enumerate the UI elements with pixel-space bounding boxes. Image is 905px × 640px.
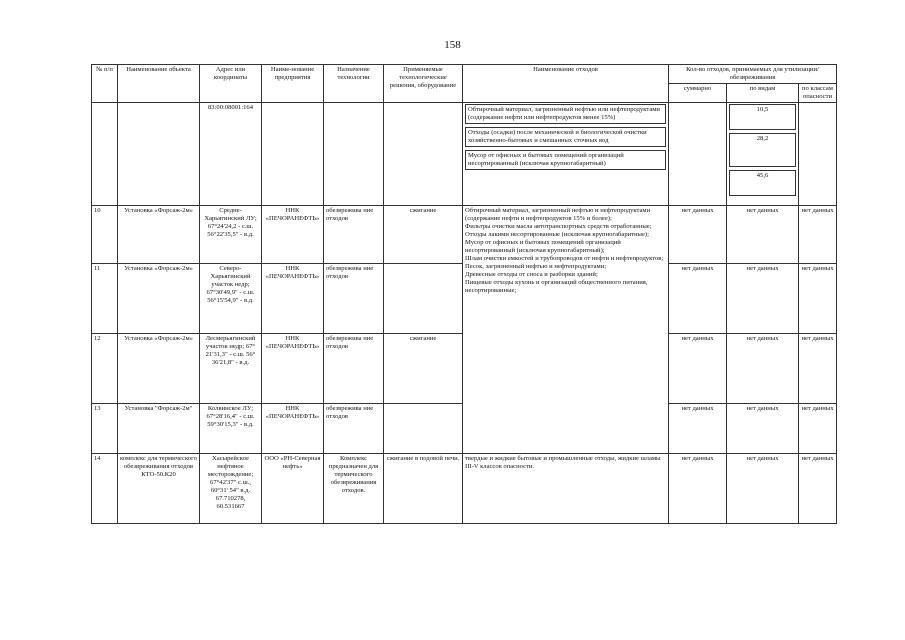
by-type-cell: нет данных: [727, 206, 799, 264]
header-waste: Наименование отходов: [463, 65, 669, 103]
object-cell: Установка «Форсаж-2м»: [118, 206, 200, 264]
tech-cell: [384, 404, 463, 454]
total-cell: нет данных: [669, 206, 727, 264]
total-cell: нет данных: [669, 404, 727, 454]
tech-cell: сжигание: [384, 334, 463, 404]
waste-value: 45,6: [729, 170, 796, 196]
by-class-cell: нет данных: [799, 454, 837, 524]
table-row: [92, 454, 837, 524]
row-num: 12: [92, 334, 118, 404]
waste-item: Мусор от офисных и бытовых помещений организаций несортированный (исключая крупногабаритный): [465, 150, 666, 170]
row-num: 14: [92, 454, 118, 524]
purpose-cell: обезврежива ние отходов: [324, 264, 384, 334]
company-cell: ННК «ПЕЧОРАНЕФТЬ»: [262, 264, 324, 334]
purpose-cell: Комплекс предназначен для термического обезвреживания отходов.: [324, 454, 384, 524]
object-cell: Установка «Форсаж-2м»: [118, 264, 200, 334]
header-address: Адрес или координаты: [200, 65, 262, 103]
header-purpose: Назначение технологии: [324, 65, 384, 103]
table-row: [92, 103, 837, 206]
header-tech: Применяемые технологические решения, оборудование: [384, 65, 463, 103]
waste-item: Отходы лакими несортированные (исключая крупногабаритные);: [465, 231, 649, 238]
by-class-cell: нет данных: [799, 206, 837, 264]
total-cell: нет данных: [669, 334, 727, 404]
waste-item: Песок, загрязненный нефтью и нефтепродуктами;: [465, 263, 607, 270]
tech-cell: [384, 264, 463, 334]
waste-item: Шлам очистки емкостей и трубопроводов от нефти и нефтепродуктов;: [465, 255, 664, 262]
waste-item: Пищевые отходы кухонь и организаций общественного питания, несортированные;: [465, 279, 648, 294]
waste-value: 28,2: [729, 133, 796, 167]
waste-facilities-table: [91, 64, 837, 524]
address-cell: Лесмерьягинский участок недр; 67° 21'31,3" - с.ш. 56° 36'21,8" - в.д.: [200, 334, 262, 404]
by-class-cell: нет данных: [799, 334, 837, 404]
company-cell: ООО «РН-Северная нефть»: [262, 454, 324, 524]
company-cell: ННК «ПЕЧОРАНЕФТЬ»: [262, 206, 324, 264]
by-type-cell: [727, 103, 799, 206]
waste-item: Древесные отходы от сноса и разборки зданий;: [465, 271, 598, 278]
object-cell: Установка «Форсаж-2м»: [118, 334, 200, 404]
header-object: Наименование объекта: [118, 65, 200, 103]
header-total: суммарно: [669, 84, 727, 103]
row-num: 10: [92, 206, 118, 264]
table-row: [92, 206, 837, 264]
by-type-cell: нет данных: [727, 264, 799, 334]
address-cell: 83:00:08001:164: [200, 103, 262, 206]
company-cell: ННК «ПЕЧОРАНЕФТЬ»: [262, 334, 324, 404]
company-cell: ННК «ПЕЧОРАНЕФТЬ»: [262, 404, 324, 454]
object-cell: комплекс для термического обезвреживания отходов КТО-50.К20: [118, 454, 200, 524]
purpose-cell: обезврежива ние отходов: [324, 334, 384, 404]
waste-cell: твердые и жидкие бытовые и промышленные отходы, жидкие шламы III-V классов опасности.: [463, 454, 669, 524]
address-cell: Хасырейское нефтяное месторождение; 67°42'37" с.ш., 60°31' 54" в.д. 67.710278, 60.531667: [200, 454, 262, 524]
header-row: [92, 65, 837, 84]
purpose-cell: обезврежива ние отходов: [324, 206, 384, 264]
waste-item: Обтирочный материал, загрязненный нефтью и нефтепродуктами (содержание нефти и нефтепродуктов 15% и более);: [465, 207, 651, 222]
address-cell: Колвинское ЛУ; 67°28'16,4" - с.ш. 59°30'15,3" - в.д.: [200, 404, 262, 454]
by-type-cell: нет данных: [727, 454, 799, 524]
header-by-type: по видам: [727, 84, 799, 103]
header-num: № п/п: [92, 65, 118, 103]
total-cell: нет данных: [669, 264, 727, 334]
by-class-cell: нет данных: [799, 264, 837, 334]
page-number: 158: [444, 39, 461, 51]
tech-cell: сжигание в подовой печи.: [384, 454, 463, 524]
header-qty: Кол-во отходов, принимаемых для утилизации/обезвреживания: [669, 65, 837, 84]
waste-item: Мусор от офисных и бытовых помещений организаций несортированный (исключая крупногабаритный);: [465, 239, 621, 254]
waste-item: Обтирочный материал, загрязненный нефтью или нефтепродуктами (содержание нефти или нефтепродуктов менее 15%): [465, 104, 666, 124]
header-by-class: по классам опасности: [799, 84, 837, 103]
waste-item: Фильтры очистки масла автотранспортных средств отработанные;: [465, 223, 652, 230]
by-type-cell: нет данных: [727, 334, 799, 404]
waste-cell: [463, 103, 669, 206]
waste-item: Отходы (осадки) после механической и биологической очистки хозяйственно-бытовых и смешанных сточных вод: [465, 127, 666, 147]
tech-cell: сжигание: [384, 206, 463, 264]
total-cell: нет данных: [669, 454, 727, 524]
row-num: 11: [92, 264, 118, 334]
address-cell: Средне-Харьягинский ЛУ; 67°24'24,2 - с.ш. 56°22'35,5" - в.д.: [200, 206, 262, 264]
header-company: Наиме-нование предприятия: [262, 65, 324, 103]
object-cell: Установка "Форсаж-2м": [118, 404, 200, 454]
by-class-cell: нет данных: [799, 404, 837, 454]
waste-value: 10,5: [729, 104, 796, 130]
by-type-cell: нет данных: [727, 404, 799, 454]
purpose-cell: обезврежива ние отходов: [324, 404, 384, 454]
row-num: 13: [92, 404, 118, 454]
address-cell: Северо-Харьягинский участок недр; 67°30'49,9" - с.ш. 56°15'54,9" - в.д.: [200, 264, 262, 334]
shared-waste-cell: [463, 206, 669, 454]
